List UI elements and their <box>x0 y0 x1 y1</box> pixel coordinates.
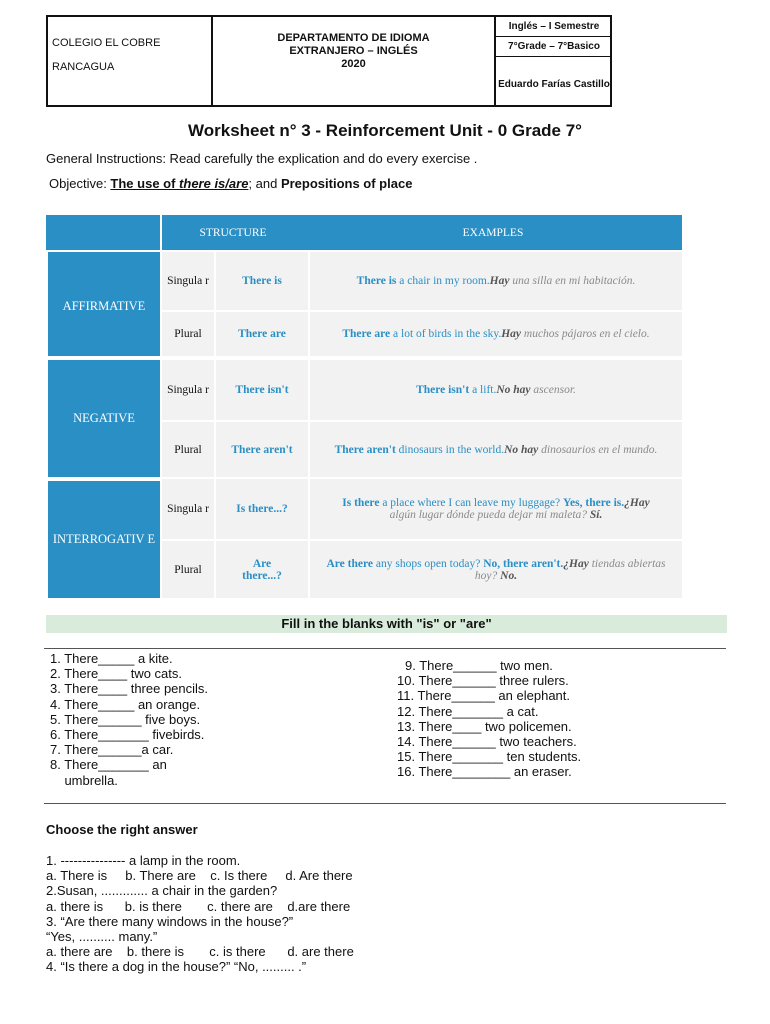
structure-text: There isn't <box>235 384 289 396</box>
objective <box>49 176 412 191</box>
teacher-name: Eduardo Farías Castillo <box>498 79 610 90</box>
table-header-examples: EXAMPLES <box>304 215 682 250</box>
table-header-corner <box>46 215 160 250</box>
group-interrogative: INTERROGATIV E <box>48 481 160 598</box>
example-cell <box>310 252 682 310</box>
fill-item: 1. There_____ a kite. <box>50 651 173 666</box>
department-cell <box>213 17 496 105</box>
spanish-text: muchos pájaros en el cielo. <box>521 328 650 340</box>
example-keyword: There is <box>356 275 397 287</box>
example-keyword: There are <box>342 328 391 340</box>
structure-cell <box>216 252 308 310</box>
example-answer: No, there aren't. <box>483 557 564 570</box>
fill-item: 9. There______ two men. <box>405 658 553 673</box>
spanish-keyword: ¿Hay <box>624 497 650 509</box>
fill-item: 11. There______ an elephant. <box>397 688 570 704</box>
header-box <box>46 15 612 107</box>
fill-item: 4. There_____ an orange. <box>50 696 201 712</box>
example-cell <box>310 422 682 477</box>
choose-list <box>46 853 354 975</box>
course-semester: Inglés – I Semestre <box>496 17 612 37</box>
fill-item: 14. There______ two teachers. <box>397 734 577 750</box>
structure-text: There are <box>238 328 286 340</box>
school-cell <box>48 17 213 105</box>
example-answer: Yes, there is. <box>563 497 625 509</box>
choose-section-title: Choose the right answer <box>46 822 198 837</box>
objective-part4: Prepositions of place <box>280 176 413 191</box>
structure-cell <box>216 422 308 477</box>
number-cell: Plural <box>162 541 214 598</box>
spanish-text: una silla en mi habitación. <box>509 275 636 287</box>
fill-item: 5. There______ five boys. <box>50 711 201 727</box>
group-affirmative: AFFIRMATIVE <box>48 252 160 356</box>
structure-text: Is there...? <box>236 503 288 515</box>
spanish-answer: Sí. <box>589 509 603 521</box>
divider <box>44 803 726 804</box>
fill-item: umbrella. <box>50 772 118 788</box>
school-city: RANCAGUA <box>52 61 115 73</box>
structure-cell <box>216 360 308 420</box>
fill-item: 12. There_______ a cat. <box>397 703 539 719</box>
number-cell: Singula r <box>162 479 214 539</box>
objective-part1: The use of <box>110 176 180 191</box>
objective-part2: there is/are <box>179 176 249 191</box>
department-line2: EXTRANJERO – INGLÉS <box>289 45 418 57</box>
structure-text: There is <box>242 275 282 287</box>
choose-line: a. there is b. is there c. there are d.are there <box>46 898 351 914</box>
example-text: a chair in my room. <box>396 275 490 287</box>
spanish-keyword: No hay <box>504 443 539 456</box>
fill-list-left <box>50 651 208 788</box>
example-keyword: Are there <box>326 557 373 570</box>
spanish-keyword: Hay <box>501 328 522 340</box>
fill-section-title: Fill in the blanks with "is" or "are" <box>46 615 727 633</box>
example-text: a lot of birds in the sky. <box>390 328 502 340</box>
choose-line: “Yes, .......... many.” <box>46 929 158 945</box>
fill-item: 8. There_______ an <box>50 757 167 773</box>
objective-part3: ; and <box>248 176 281 191</box>
choose-line: a. there are b. there is c. is there d. are there <box>46 944 354 960</box>
divider <box>44 648 726 649</box>
choose-line: a. There is b. There are c. Is there d. Are there <box>46 868 353 884</box>
example-cell <box>310 312 682 356</box>
spanish-text: ascensor. <box>530 384 576 396</box>
structure-text: There aren't <box>231 443 293 456</box>
number-cell: Singula r <box>162 360 214 420</box>
fill-item: 7. There______a car. <box>50 742 174 758</box>
structure-cell <box>216 479 308 539</box>
fill-item: 2. There____ two cats. <box>50 666 183 682</box>
spanish-text: dinosaurios en el mundo. <box>538 443 658 456</box>
example-keyword: Is there <box>342 497 380 509</box>
general-instructions: General Instructions: Read carefully the explication and do every exercise . <box>46 151 478 166</box>
number-cell: Plural <box>162 422 214 477</box>
school-name: COLEGIO EL COBRE <box>52 37 161 49</box>
example-text: a place where I can leave my luggage? <box>379 497 564 509</box>
spanish-answer: No. <box>500 569 518 582</box>
group-negative: NEGATIVE <box>48 360 160 477</box>
spanish-keyword: No hay <box>496 384 531 396</box>
fill-item: 15. There_______ ten students. <box>397 749 582 765</box>
example-text: any shops open today? <box>373 557 484 570</box>
worksheet-title: Worksheet n° 3 - Reinforcement Unit - 0 Grade 7° <box>188 121 582 140</box>
example-cell <box>310 541 682 598</box>
example-cell <box>310 360 682 420</box>
choose-line: 1. --------------- a lamp in the room. <box>46 853 241 868</box>
grammar-table <box>46 215 682 598</box>
spanish-text: tiendas abiertas hoy? <box>474 557 666 582</box>
choose-line: 4. “Is there a dog in the house?” “No, ......... .” <box>46 959 307 975</box>
choose-line: 2.Susan, ............. a chair in the garden? <box>46 883 278 899</box>
fill-item: 13. There____ two policemen. <box>397 718 572 734</box>
table-header-structure: STRUCTURE <box>162 215 304 250</box>
objective-label: Objective: <box>49 176 111 191</box>
example-keyword: There aren't <box>334 443 396 456</box>
fill-item: 6. There_______ fivebirds. <box>50 727 205 743</box>
spanish-keyword: ¿Hay <box>563 557 589 570</box>
structure-cell <box>216 312 308 356</box>
fill-list-right <box>397 658 581 780</box>
number-cell: Singula r <box>162 252 214 310</box>
example-text: a lift. <box>469 384 497 396</box>
structure-cell <box>216 541 308 598</box>
spanish-keyword: Hay <box>489 275 510 287</box>
number-cell: Plural <box>162 312 214 356</box>
department-year: 2020 <box>341 58 366 70</box>
structure-text: Are there...? <box>242 557 282 582</box>
fill-item: 3. There____ three pencils. <box>50 681 209 697</box>
fill-item: 16. There________ an eraser. <box>397 764 572 780</box>
example-text: dinosaurs in the world. <box>395 443 505 456</box>
example-keyword: There isn't <box>416 384 470 396</box>
spanish-text: algún lugar dónde pueda dejar mi maleta? <box>389 509 590 521</box>
department-line1: DEPARTAMENTO DE IDIOMA <box>277 32 430 44</box>
course-grade: 7°Grade – 7°Basico <box>496 37 612 57</box>
course-cell <box>496 17 612 105</box>
fill-item: 10. There______ three rulers. <box>397 673 569 689</box>
example-cell <box>310 479 682 539</box>
choose-line: 3. “Are there many windows in the house?” <box>46 913 294 929</box>
